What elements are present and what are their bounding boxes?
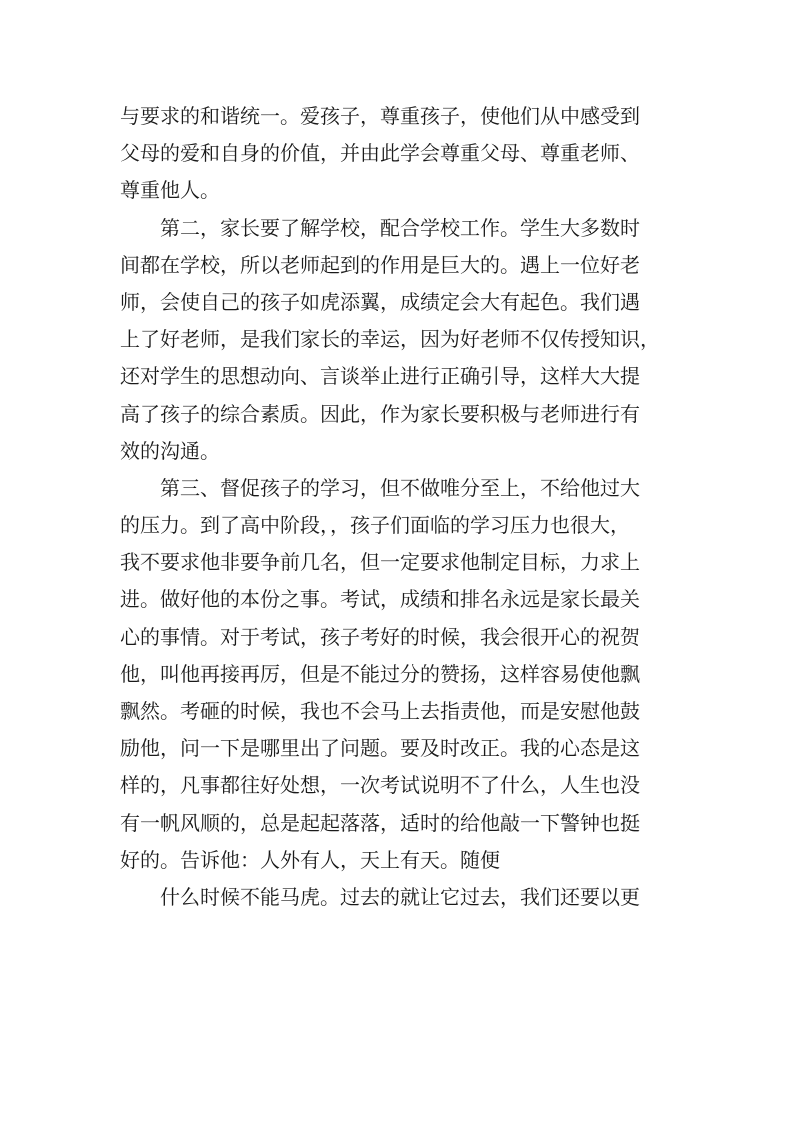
text-line: 样的，凡事都往好处想，一次考试说明不了什么，人生也没 — [120, 773, 640, 798]
text-line: 父母的爱和自身的价值，并由此学会尊重父母、尊重老师、 — [120, 141, 640, 166]
text-line: 上了好老师，是我们家长的幸运，因为好老师不仅传授知识， — [120, 327, 660, 352]
text-line: 他，叫他再接再厉，但是不能过分的赞扬，这样容易使他飘 — [120, 661, 640, 686]
paragraph-start-line: 什么时候不能马虎。过去的就让它过去，我们还要以更 — [160, 884, 640, 909]
text-line: 心的事情。对于考试，孩子考好的时候，我会很开心的祝贺 — [120, 624, 640, 649]
text-line: 励他，问一下是哪里出了问题。要及时改正。我的心态是这 — [120, 736, 640, 761]
text-line: 还对学生的思想动向、言谈举止进行正确引导，这样大大提 — [120, 364, 640, 389]
paragraph-start-line: 第三、督促孩子的学习，但不做唯分至上，不给他过大 — [160, 475, 640, 500]
paragraph-start-line: 第二，家长要了解学校，配合学校工作。学生大多数时 — [160, 215, 640, 240]
text-line: 高了孩子的综合素质。因此，作为家长要积极与老师进行有 — [120, 401, 640, 426]
text-line: 间都在学校，所以老师起到的作用是巨大的。遇上一位好老 — [120, 252, 640, 277]
text-line: 效的沟通。 — [120, 438, 220, 463]
text-line: 好的。告诉他：人外有人，天上有天。随便 — [120, 847, 500, 872]
text-line: 有一帆风顺的，总是起起落落，适时的给他敲一下警钟也挺 — [120, 810, 640, 835]
text-line: 我不要求他非要争前几名，但一定要求他制定目标，力求上 — [120, 550, 640, 575]
body-text — [120, 98, 680, 916]
text-line: 飘然。考砸的时候，我也不会马上去指责他，而是安慰他鼓 — [120, 699, 640, 723]
text-line: 进。做好他的本份之事。考试，成绩和排名永远是家长最关 — [120, 587, 640, 612]
text-line: 与要求的和谐统一。爱孩子，尊重孩子，使他们从中感受到 — [120, 104, 640, 128]
text-line: 尊重他人。 — [120, 178, 220, 203]
text-line: 的压力。到了高中阶段，，孩子们面临的学习压力也很大， — [120, 513, 630, 538]
text-line: 师，会使自己的孩子如虎添翼，成绩定会大有起色。我们遇 — [120, 289, 640, 314]
